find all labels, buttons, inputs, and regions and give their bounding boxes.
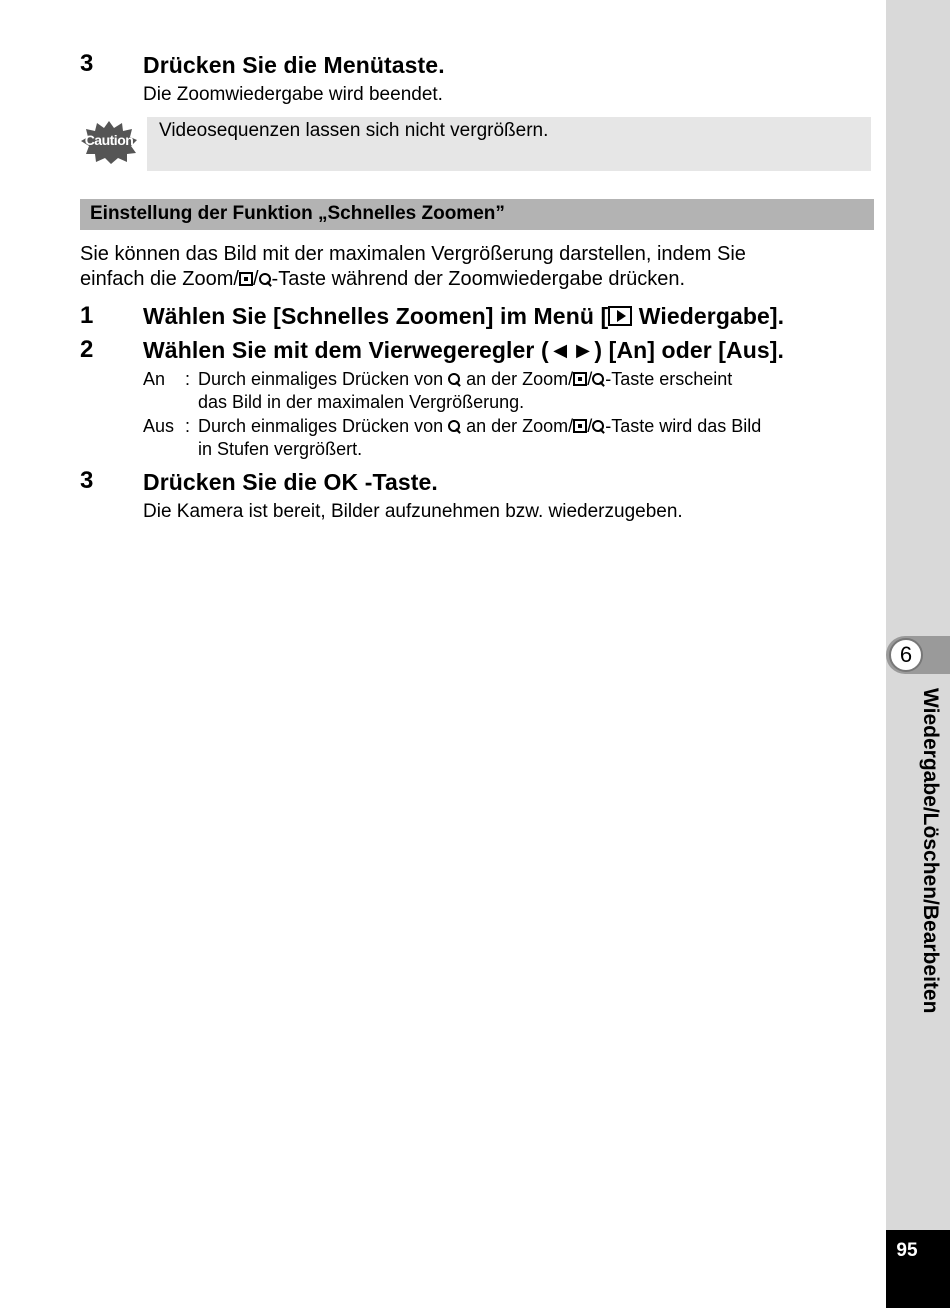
caution-icon — [80, 120, 138, 164]
step-heading: Wählen Sie [Schnelles Zoomen] im Menü [ Wiedergabe]. — [143, 303, 785, 329]
intro-line-1: Sie können das Bild mit der maximalen Vergrößerung darstellen, indem Sie — [80, 243, 746, 265]
zoom-icon — [259, 273, 272, 286]
option-text: Durch einmaliges Drücken von an der Zoom/ / -Taste wird das Bild in Stufen vergrößert. — [198, 416, 762, 459]
step-number: 3 — [80, 50, 94, 77]
zoom-icon — [448, 373, 461, 386]
step-number: 3 — [80, 467, 94, 494]
option-colon: : — [185, 416, 191, 436]
option-label: Aus — [143, 416, 175, 436]
playback-icon — [608, 306, 632, 326]
grid-icon — [239, 272, 253, 286]
option-text: Durch einmaliges Drücken von an der Zoom/ / -Taste erscheint das Bild in der maximalen Vergrößerung. — [198, 369, 733, 412]
caution-badge-label: Caution — [84, 132, 134, 148]
step-text: Die Zoomwiedergabe wird beendet. — [143, 84, 443, 105]
grid-icon — [573, 419, 587, 433]
zoom-icon — [592, 420, 605, 433]
zoom-icon — [592, 373, 605, 386]
option-colon: : — [185, 369, 191, 389]
option-label: An — [143, 369, 166, 389]
grid-icon — [573, 372, 587, 386]
caution-text: Videosequenzen lassen sich nicht vergrößern. — [159, 120, 549, 141]
page-number: 95 — [896, 1240, 918, 1261]
step-heading: Drücken Sie die Menütaste. — [143, 52, 445, 78]
step-number: 1 — [80, 302, 94, 329]
step-number: 2 — [80, 336, 94, 363]
step-heading: Drücken Sie die OK -Taste. — [143, 469, 438, 495]
intro-paragraph — [80, 242, 746, 292]
step-heading: Wählen Sie mit dem Vierwegeregler (◄►) [An] oder [Aus]. — [143, 337, 785, 363]
intro-line-2: einfach die Zoom/ / -Taste während der Zoomwiedergabe drücken. — [80, 268, 686, 290]
step-text: Die Kamera ist bereit, Bilder aufzunehmen bzw. wiederzugeben. — [143, 501, 683, 522]
chapter-number: 6 — [889, 638, 923, 672]
chapter-title: Wiedergabe/Löschen/Bearbeiten — [919, 688, 942, 1014]
zoom-icon — [448, 420, 461, 433]
section-title: Einstellung der Funktion „Schnelles Zoomen” — [90, 203, 505, 224]
